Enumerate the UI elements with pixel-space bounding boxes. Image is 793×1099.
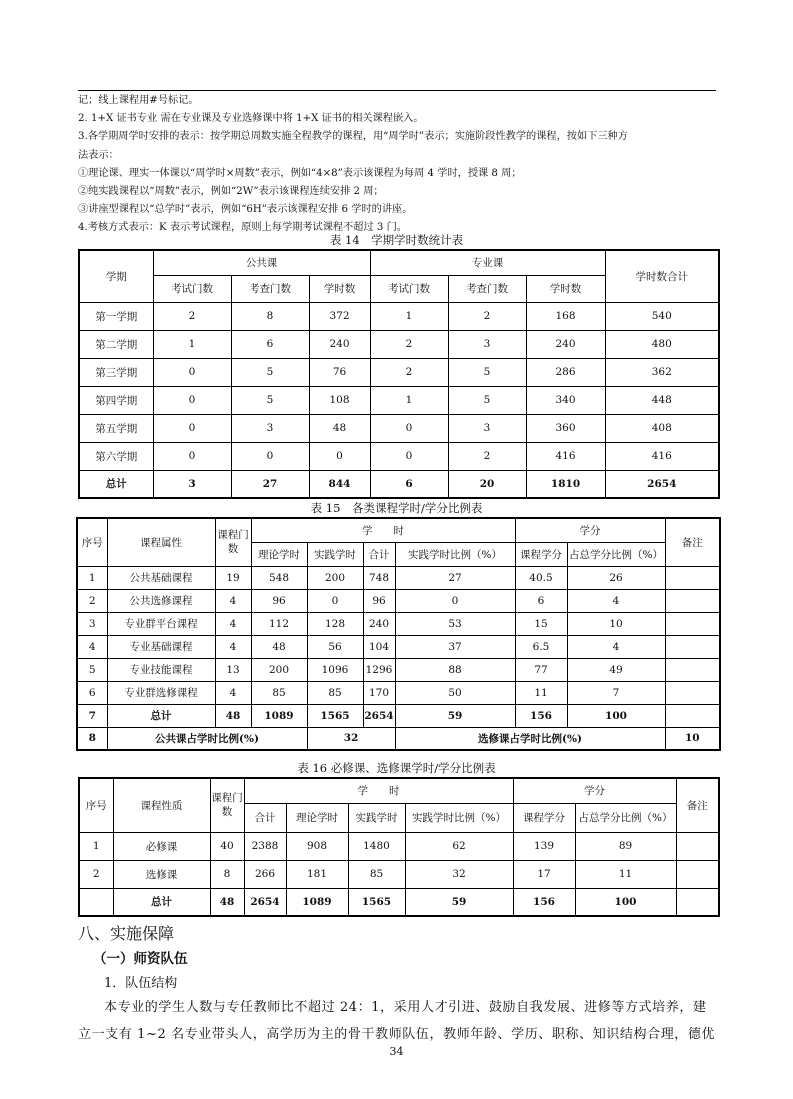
table-row xyxy=(79,888,719,916)
table-cell: 2 xyxy=(79,860,113,888)
table-cell: 844 xyxy=(309,470,370,498)
table-cell: 5 xyxy=(448,358,526,386)
table-cell: 0 xyxy=(231,442,309,470)
header-sub: 考试门数 xyxy=(370,275,448,302)
table-cell: 908 xyxy=(286,832,348,860)
header-sub: 实践学时 xyxy=(348,803,405,832)
table-cell: 416 xyxy=(526,442,605,470)
header-rule xyxy=(78,90,716,91)
header-total-hours: 学时数合计 xyxy=(605,250,719,302)
note-line: 2. 1+X 证书专业 需在专业课及专业选修课中将 1+X 证书的相关课程嵌入。 xyxy=(78,113,424,125)
table-cell: 0 xyxy=(153,442,231,470)
table-cell: 27 xyxy=(231,470,309,498)
table-cell: 0 xyxy=(307,589,363,612)
table16 xyxy=(78,777,720,917)
table-cell: 2654 xyxy=(363,704,395,727)
header-sub: 理论学时 xyxy=(251,542,307,566)
header-sub: 考试门数 xyxy=(153,275,231,302)
table-cell: 1 xyxy=(77,566,107,589)
table-cell: 85 xyxy=(348,860,405,888)
table-cell: 1565 xyxy=(348,888,405,916)
table-cell: 5 xyxy=(448,386,526,414)
table-cell: 408 xyxy=(605,414,719,442)
table-cell: 19 xyxy=(215,566,251,589)
header-term: 学期 xyxy=(79,250,153,302)
header-remark: 备注 xyxy=(665,518,720,566)
table-cell: 第四学期 xyxy=(79,386,153,414)
table-cell xyxy=(676,832,719,860)
table-cell: 6 xyxy=(515,589,567,612)
table-cell: 6.5 xyxy=(515,635,567,658)
table-cell: 5 xyxy=(77,658,107,681)
table-cell: 40.5 xyxy=(515,566,567,589)
table-cell: 4 xyxy=(77,635,107,658)
header-sub: 课程学分 xyxy=(513,803,575,832)
table-cell: 2 xyxy=(77,589,107,612)
public-ratio-label: 公共课占学时比例(%) xyxy=(107,727,307,750)
table-cell: 0 xyxy=(153,358,231,386)
table-cell xyxy=(665,658,720,681)
paragraph-line: 立一支有 1~2 名专业带头人，高学历为主的骨干教师队伍，教师年龄、学历、职称、知识结构合理，德优 xyxy=(78,1027,716,1042)
table-row xyxy=(79,302,719,330)
table-cell: 62 xyxy=(405,832,513,860)
table-cell: 公共选修课程 xyxy=(107,589,215,612)
table-cell: 2 xyxy=(153,302,231,330)
header-sub: 占总学分比例（%） xyxy=(575,803,676,832)
note-line: 4.考核方式表示：K 表示考试课程，原则上每学期考试课程不超过 3 门。 xyxy=(78,222,407,234)
table-cell: 1810 xyxy=(526,470,605,498)
table14-caption: 表 14 学期学时数统计表 xyxy=(329,233,464,247)
table-cell: 88 xyxy=(395,658,515,681)
header-nature: 课程性质 xyxy=(113,778,210,832)
table-cell: 340 xyxy=(526,386,605,414)
table-row xyxy=(77,589,720,612)
table-cell: 1565 xyxy=(307,704,363,727)
table-cell: 4 xyxy=(567,635,665,658)
table-cell: 1089 xyxy=(286,888,348,916)
table-cell: 8 xyxy=(231,302,309,330)
table-cell: 112 xyxy=(251,612,307,635)
table-cell: 48 xyxy=(215,704,251,727)
table-cell: 200 xyxy=(251,658,307,681)
table-cell: 13 xyxy=(215,658,251,681)
table-cell: 480 xyxy=(605,330,719,358)
table-cell: 266 xyxy=(244,860,286,888)
table-cell xyxy=(665,612,720,635)
table-cell: 0 xyxy=(309,442,370,470)
table-cell: 59 xyxy=(405,888,513,916)
header-credit: 学分 xyxy=(513,778,676,803)
header-sub: 学时数 xyxy=(309,275,370,302)
table-cell: 17 xyxy=(513,860,575,888)
table-cell: 4 xyxy=(215,612,251,635)
table-cell: 53 xyxy=(395,612,515,635)
table-cell: 156 xyxy=(513,888,575,916)
table-cell: 7 xyxy=(567,681,665,704)
table-cell: 27 xyxy=(395,566,515,589)
table-cell: 5 xyxy=(231,386,309,414)
table-cell: 1 xyxy=(79,832,113,860)
table-row xyxy=(79,414,719,442)
header-remark: 备注 xyxy=(676,778,719,832)
table-cell: 11 xyxy=(575,860,676,888)
table-row xyxy=(79,860,719,888)
table-cell: 108 xyxy=(309,386,370,414)
table-row xyxy=(77,635,720,658)
header-no: 序号 xyxy=(77,518,107,566)
table-cell: 156 xyxy=(515,704,567,727)
table-cell: 6 xyxy=(77,681,107,704)
table-cell: 1480 xyxy=(348,832,405,860)
table-row xyxy=(79,832,719,860)
table-cell: 2 xyxy=(448,442,526,470)
table-cell: 公共基础课程 xyxy=(107,566,215,589)
table-cell: 168 xyxy=(526,302,605,330)
table-cell: 96 xyxy=(363,589,395,612)
table-cell: 7 xyxy=(77,704,107,727)
header-sub: 占总学分比例（%） xyxy=(567,542,665,566)
table-cell: 100 xyxy=(575,888,676,916)
elective-ratio-label: 选修课占学时比例(%) xyxy=(395,727,665,750)
table-cell: 专业群平台课程 xyxy=(107,612,215,635)
table-cell: 748 xyxy=(363,566,395,589)
table-cell: 49 xyxy=(567,658,665,681)
note-line: 记；线上课程用#号标记。 xyxy=(78,95,199,106)
notes-block xyxy=(78,92,718,238)
header-sub: 考查门数 xyxy=(448,275,526,302)
table-cell: 6 xyxy=(231,330,309,358)
table-cell xyxy=(676,860,719,888)
subsection-heading: （一）师资队伍 xyxy=(93,951,188,967)
paragraph-line: 本专业的学生人数与专任教师比不超过 24：1，采用人才引进、鼓励自我发展、进修等方式培养，建 xyxy=(104,1000,707,1015)
table-cell: 0 xyxy=(153,414,231,442)
table-cell: 139 xyxy=(513,832,575,860)
table-row xyxy=(79,386,719,414)
table-cell: 56 xyxy=(307,635,363,658)
table-cell: 96 xyxy=(251,589,307,612)
table-row xyxy=(77,612,720,635)
table-cell: 286 xyxy=(526,358,605,386)
table-cell: 2388 xyxy=(244,832,286,860)
table-cell: 11 xyxy=(515,681,567,704)
table-cell: 总计 xyxy=(79,470,153,498)
header-sub: 合计 xyxy=(363,542,395,566)
table-cell: 240 xyxy=(526,330,605,358)
table-cell: 40 xyxy=(210,832,244,860)
section-heading: 八、实施保障 xyxy=(78,924,175,943)
table-cell: 0 xyxy=(395,589,515,612)
table14 xyxy=(78,249,720,499)
table-cell: 3 xyxy=(231,414,309,442)
body-paragraph xyxy=(78,994,718,1048)
sub-subsection-heading: 1．队伍结构 xyxy=(104,976,178,991)
table-cell: 选修课 xyxy=(113,860,210,888)
table-cell: 48 xyxy=(210,888,244,916)
table-cell xyxy=(79,888,113,916)
table-cell: 1 xyxy=(370,302,448,330)
header-count: 课程门数 xyxy=(210,778,244,832)
table-cell: 第五学期 xyxy=(79,414,153,442)
header-hours: 学 时 xyxy=(244,778,513,803)
table-cell xyxy=(665,704,720,727)
table-cell: 1096 xyxy=(307,658,363,681)
header-sub: 实践学时 xyxy=(307,542,363,566)
table-cell: 181 xyxy=(286,860,348,888)
table-cell: 专业群选修课程 xyxy=(107,681,215,704)
table-cell: 170 xyxy=(363,681,395,704)
table-cell: 必修课 xyxy=(113,832,210,860)
table-cell xyxy=(676,888,719,916)
table-cell: 总计 xyxy=(107,704,215,727)
table-cell: 372 xyxy=(309,302,370,330)
table-cell: 15 xyxy=(515,612,567,635)
table-cell: 第二学期 xyxy=(79,330,153,358)
table-cell: 85 xyxy=(307,681,363,704)
table-cell: 0 xyxy=(153,386,231,414)
header-sub: 考查门数 xyxy=(231,275,309,302)
table-cell: 50 xyxy=(395,681,515,704)
page-number: 34 xyxy=(389,1045,404,1058)
table-cell: 6 xyxy=(370,470,448,498)
table-cell: 77 xyxy=(515,658,567,681)
note-line: ③讲座型课程以“总学时”表示，例如“6H”表示该课程安排 6 学时的讲座。 xyxy=(78,204,413,216)
table-cell: 362 xyxy=(605,358,719,386)
table-cell: 2654 xyxy=(605,470,719,498)
header-no: 序号 xyxy=(79,778,113,832)
table-cell: 3 xyxy=(448,414,526,442)
table-cell: 10 xyxy=(567,612,665,635)
table-cell: 1296 xyxy=(363,658,395,681)
table-cell: 548 xyxy=(251,566,307,589)
table-cell xyxy=(665,589,720,612)
table-cell: 76 xyxy=(309,358,370,386)
header-attr: 课程属性 xyxy=(107,518,215,566)
table-cell: 8 xyxy=(77,727,107,750)
header-sub: 课程学分 xyxy=(515,542,567,566)
table-cell: 专业基础课程 xyxy=(107,635,215,658)
table16-caption: 表 16 必修课、选修课学时/学分比例表 xyxy=(297,761,496,775)
table-cell: 89 xyxy=(575,832,676,860)
note-line: 3.各学期周学时安排的表示：按学期总周数实施全程教学的课程，用“周学时”表示；实施阶段性教学的课程，按如下三种方 xyxy=(78,131,628,143)
table-row xyxy=(79,442,719,470)
table-cell: 32 xyxy=(405,860,513,888)
table-cell: 100 xyxy=(567,704,665,727)
table-cell: 200 xyxy=(307,566,363,589)
header-sub: 学时数 xyxy=(526,275,605,302)
table-cell: 448 xyxy=(605,386,719,414)
elective-ratio-value: 10 xyxy=(665,727,720,750)
header-public: 公共课 xyxy=(153,250,370,275)
table-cell: 1 xyxy=(370,386,448,414)
table-cell: 360 xyxy=(526,414,605,442)
table-row xyxy=(77,681,720,704)
table-row xyxy=(79,470,719,498)
table-cell: 1089 xyxy=(251,704,307,727)
table-cell: 48 xyxy=(309,414,370,442)
table-cell: 总计 xyxy=(113,888,210,916)
table-cell: 4 xyxy=(215,681,251,704)
header-credit: 学分 xyxy=(515,518,665,542)
table15-caption: 表 15 各类课程学时/学分比例表 xyxy=(310,501,483,515)
note-line: 法表示： xyxy=(78,149,119,161)
table-cell: 104 xyxy=(363,635,395,658)
table-cell: 第六学期 xyxy=(79,442,153,470)
table-cell: 26 xyxy=(567,566,665,589)
table-cell: 240 xyxy=(309,330,370,358)
header-sub: 理论学时 xyxy=(286,803,348,832)
table-row xyxy=(77,658,720,681)
table-cell: 20 xyxy=(448,470,526,498)
table-cell xyxy=(665,681,720,704)
header-major: 专业课 xyxy=(370,250,605,275)
table-row xyxy=(79,330,719,358)
table-cell: 2654 xyxy=(244,888,286,916)
table-cell: 37 xyxy=(395,635,515,658)
table-cell: 4 xyxy=(215,589,251,612)
table-cell: 540 xyxy=(605,302,719,330)
table-cell: 2 xyxy=(370,358,448,386)
header-sub: 实践学时比例（%） xyxy=(395,542,515,566)
table-cell: 第三学期 xyxy=(79,358,153,386)
table-cell: 2 xyxy=(370,330,448,358)
table-cell: 59 xyxy=(395,704,515,727)
table-cell: 4 xyxy=(215,635,251,658)
table-cell: 48 xyxy=(251,635,307,658)
table-cell: 1 xyxy=(153,330,231,358)
table-cell xyxy=(665,635,720,658)
table-cell: 416 xyxy=(605,442,719,470)
table-cell: 2 xyxy=(448,302,526,330)
header-sub: 实践学时比例（%） xyxy=(405,803,513,832)
table-cell: 5 xyxy=(231,358,309,386)
note-line: ②纯实践课程以“周数”表示，例如“2W”表示该课程连续安排 2 周； xyxy=(78,186,384,198)
table-row xyxy=(77,704,720,727)
table-cell: 4 xyxy=(567,589,665,612)
table-cell: 3 xyxy=(448,330,526,358)
header-hours: 学 时 xyxy=(251,518,515,542)
table-row xyxy=(77,566,720,589)
table-cell: 3 xyxy=(77,612,107,635)
table-cell: 第一学期 xyxy=(79,302,153,330)
table-cell: 专业技能课程 xyxy=(107,658,215,681)
table-cell xyxy=(665,566,720,589)
table-cell: 8 xyxy=(210,860,244,888)
public-ratio-value: 32 xyxy=(307,727,395,750)
table-cell: 3 xyxy=(153,470,231,498)
note-line: ①理论课、理实一体课以“周学时×周数”表示，例如“4×8”表示该课程为每周 4 学时，授课 8 周； xyxy=(78,167,522,179)
table-cell: 128 xyxy=(307,612,363,635)
table-cell: 240 xyxy=(363,612,395,635)
header-sub: 合计 xyxy=(244,803,286,832)
table-cell: 0 xyxy=(370,414,448,442)
table-cell: 85 xyxy=(251,681,307,704)
header-count: 课程门数 xyxy=(215,518,251,566)
table-row xyxy=(79,358,719,386)
table15 xyxy=(76,517,721,751)
table-cell: 0 xyxy=(370,442,448,470)
